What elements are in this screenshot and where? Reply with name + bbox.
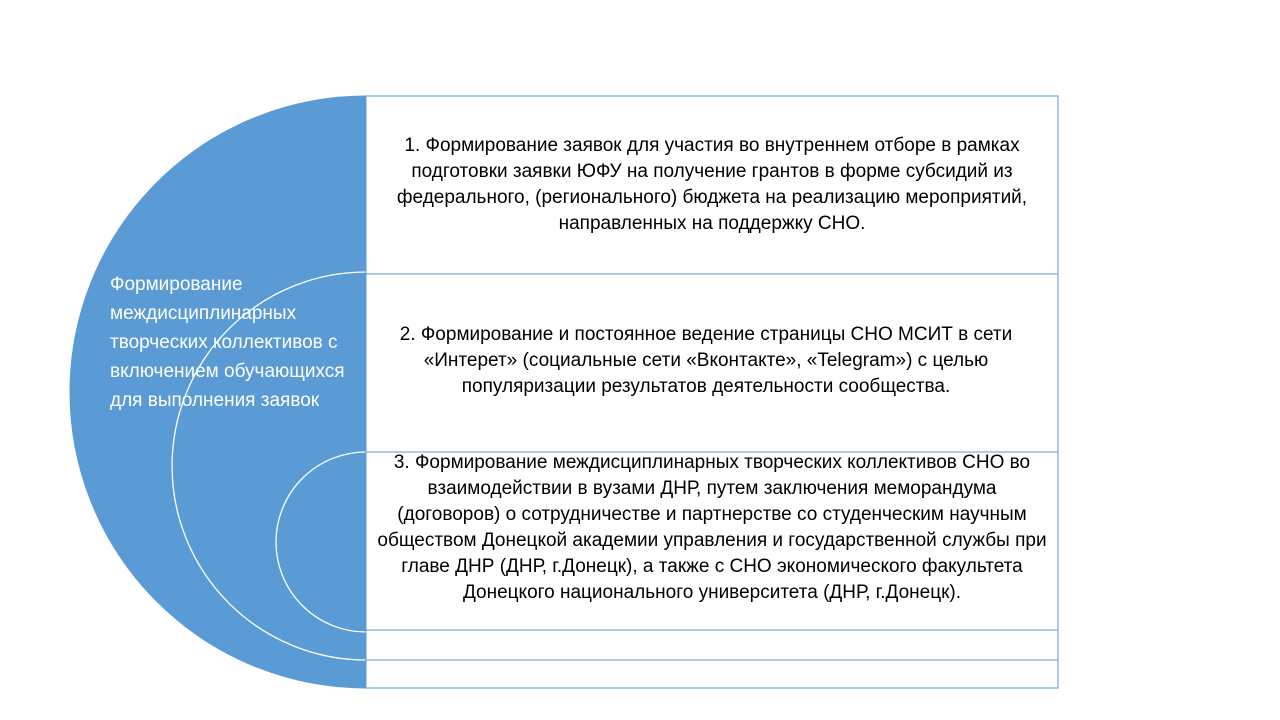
item-text-1: 1. Формирование заявок для участия во внутреннем отборе в рамках подготовки заявки ЮФУ на получение грантов в форме субсидий из федерального, (регионального) бюджета на реализацию мероприятий, направленных на поддержку СНО.	[396, 135, 1028, 234]
main-label: Формирование междисциплинарных творческих коллективов с включением обучающихся для выполнения заявок	[110, 274, 345, 411]
item-text-2: 2. Формирование и постоянное ведение страницы СНО МСИТ в сети «Интерет» (социальные сети «Вконтакте», «Telegram») с целью популяризации результатов деятельности сообщества.	[399, 324, 1013, 397]
item-text-3: 3. Формирование междисциплинарных творческих коллективов СНО во взаимодействии в вузами ДНР, путем заключения меморандума (договоров) о сотрудничестве и партнерстве со студенческим научным обществом Донецкой академии управления и государственной службы при главе ДНР (ДНР, г.Донецк), а также с СНО экономического факультета Донецкого национального университета (ДНР, г.Донецк).	[377, 452, 1047, 603]
item-box-4	[366, 630, 1058, 660]
item-box-5	[366, 660, 1058, 688]
